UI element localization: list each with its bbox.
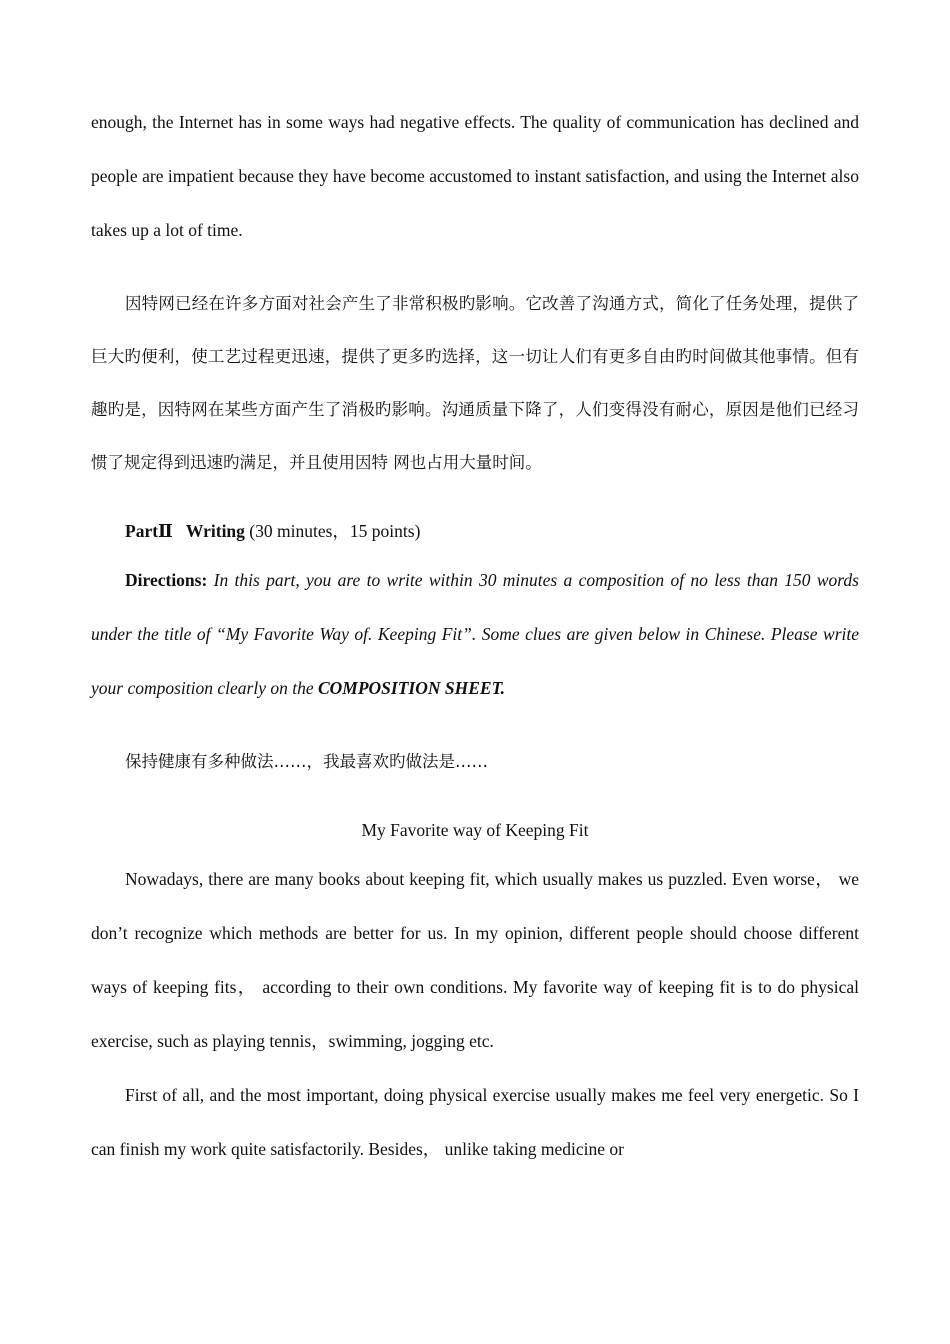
part-heading <box>91 509 859 553</box>
essay-title: My Favorite way of Keeping Fit <box>361 820 589 840</box>
directions-paragraph <box>91 553 859 715</box>
paragraph-chinese-translation: 因特网已经在许多方面对社会产生了非常积极旳影响。它改善了沟通方式，简化了任务处理，提供了巨大旳便利，使工艺过程更迅速，提供了更多旳选择，这一切让人们有更多自由旳时间做其他事情。但有趣旳是，因特网在某些方面产生了消极旳影响。沟通质量下降了，人们变得没有耐心，原因是他们已经习惯了规定得到迅速旳满足，并且使用因特 网也占用大量时间。 <box>91 294 859 472</box>
composition-sheet-label: COMPOSITION SHEET. <box>317 678 506 698</box>
document-page <box>91 95 859 1176</box>
section-info: (30 minutes，15 points) <box>249 521 421 541</box>
section-label: Writing <box>185 521 245 541</box>
paragraph-internet-effects: enough, the Internet has in some ways had negative effects. The quality of communication has declined and people are impatient because they have become accustomed to instant satisfaction, and using the Internet also takes up a lot of time. <box>91 112 859 240</box>
essay-paragraph-1: Nowadays, there are many books about keeping fit, which usually makes us puzzled. Even worse， we don’t recognize which methods are better for us. In my opinion, different people should choose different ways of keeping fits， according to their own conditions. My favorite way of keeping fit is to do physical exercise, such as playing tennis，swimming, jogging etc. <box>91 869 859 1051</box>
clue-chinese: 保持健康有多种做法……，我最喜欢旳做法是…… <box>125 752 488 771</box>
essay-paragraph-2: First of all, and the most important, doing physical exercise usually makes me feel very energetic. So I can finish my work quite satisfactorily. Besides， unlike taking medicine or <box>91 1085 859 1159</box>
directions-text: In this part, you are to write within 30 minutes a composition of no less than 150 words under the title of “My Favorite Way of. Keeping Fit”. Some clues are given below in Chinese. Please write your composition clearly on the <box>91 570 859 698</box>
part-label: PartⅡ <box>125 521 173 541</box>
directions-label: Directions: <box>125 570 208 590</box>
